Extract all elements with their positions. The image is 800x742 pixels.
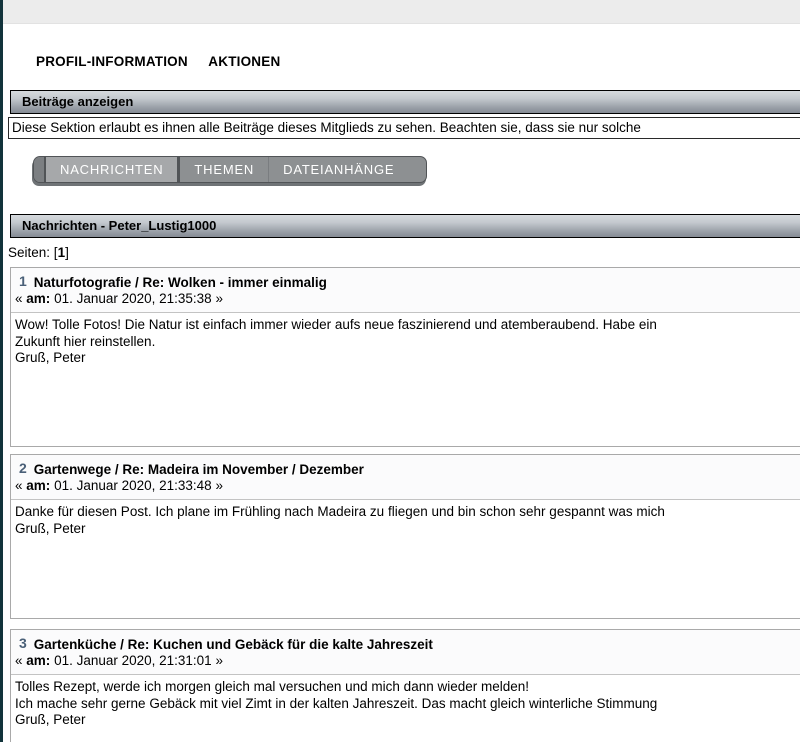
section-description: Diese Sektion erlaubt es ihnen alle Beiträge dieses Mitglieds zu sehen. Beachten sie, dass sie nur solche xyxy=(8,117,800,139)
browser-chrome-strip xyxy=(0,0,800,24)
post-body-line: Tolles Rezept, werde ich morgen gleich mal versuchen und mich dann wieder melden! xyxy=(15,679,530,694)
tab-themen[interactable]: THEMEN xyxy=(194,162,255,177)
page-link-1[interactable]: 1 xyxy=(57,245,66,260)
post-body-line: Zukunft hier reinstellen. xyxy=(15,333,156,349)
tab-nachrichten[interactable]: NACHRICHTEN xyxy=(46,157,180,182)
page-bracket-close: ] xyxy=(65,245,69,260)
left-guillemet: « xyxy=(15,478,23,493)
post-card xyxy=(10,629,800,742)
tab-dateianhaenge[interactable]: DATEIANHÄNGE xyxy=(268,157,408,182)
right-guillemet: » xyxy=(215,478,223,493)
post-header xyxy=(11,455,800,500)
post-body-line: Ich mache sehr gerne Gebäck mit viel Zimt in der kalten Jahreszeit. Das macht gleich winterliche Stimmung xyxy=(15,695,658,711)
post-date xyxy=(15,291,800,307)
section-titlebar: Beiträge anzeigen xyxy=(10,90,800,114)
post-date xyxy=(15,653,800,669)
post-body xyxy=(11,500,800,618)
tab-strip-left-cap xyxy=(34,157,46,182)
date-label: am: xyxy=(26,291,51,306)
messages-titlebar: Nachrichten - Peter_Lustig1000 xyxy=(10,214,800,238)
right-guillemet: » xyxy=(215,291,223,306)
pages-label: Seiten: xyxy=(8,245,51,260)
left-guillemet: « xyxy=(15,291,23,306)
date-value: 01. Januar 2020, 21:35:38 xyxy=(54,291,212,306)
post-number: 2 xyxy=(19,460,27,476)
left-guillemet: « xyxy=(15,653,23,668)
page-bracket-open: [ xyxy=(53,245,58,260)
post-header xyxy=(11,630,800,675)
post-header xyxy=(11,268,800,313)
nav-item-aktionen[interactable]: AKTIONEN xyxy=(208,54,281,69)
post-title-link[interactable]: Naturfotografie / Re: Wolken - immer einmalig xyxy=(33,275,327,290)
post-number: 1 xyxy=(19,273,27,289)
profile-menu xyxy=(36,54,800,69)
post-body xyxy=(11,313,800,446)
window-edge xyxy=(0,0,3,742)
post-body-line: Wow! Tolle Fotos! Die Natur ist einfach immer wieder aufs neue faszinierend und atemberaubend. Habe ein xyxy=(15,317,657,332)
right-guillemet: » xyxy=(215,653,223,668)
post-number: 3 xyxy=(19,635,27,651)
post-body-line: Danke für diesen Post. Ich plane im Frühling nach Madeira zu fliegen und bin schon sehr gespannt was mich xyxy=(15,504,665,519)
pagination xyxy=(8,245,800,260)
date-label: am: xyxy=(26,653,51,668)
post-card xyxy=(10,267,800,447)
date-value: 01. Januar 2020, 21:33:48 xyxy=(54,478,212,493)
tab-strip-right-pad xyxy=(408,157,426,182)
nav-item-profil-information[interactable]: PROFIL-INFORMATION xyxy=(36,54,188,69)
post-body xyxy=(11,675,800,742)
post-title-link[interactable]: Gartenwege / Re: Madeira im November / Dezember xyxy=(33,462,364,477)
post-date xyxy=(15,478,800,494)
post-body-line: Gruß, Peter xyxy=(15,712,86,727)
post-title-link[interactable]: Gartenküche / Re: Kuchen und Gebäck für die kalte Jahreszeit xyxy=(33,637,433,652)
post-body-line: Gruß, Peter xyxy=(15,350,86,365)
post-body-line: Gruß, Peter xyxy=(15,520,86,536)
post-card xyxy=(10,454,800,619)
tab-strip xyxy=(33,156,427,183)
date-value: 01. Januar 2020, 21:31:01 xyxy=(54,653,212,668)
date-label: am: xyxy=(26,478,51,493)
